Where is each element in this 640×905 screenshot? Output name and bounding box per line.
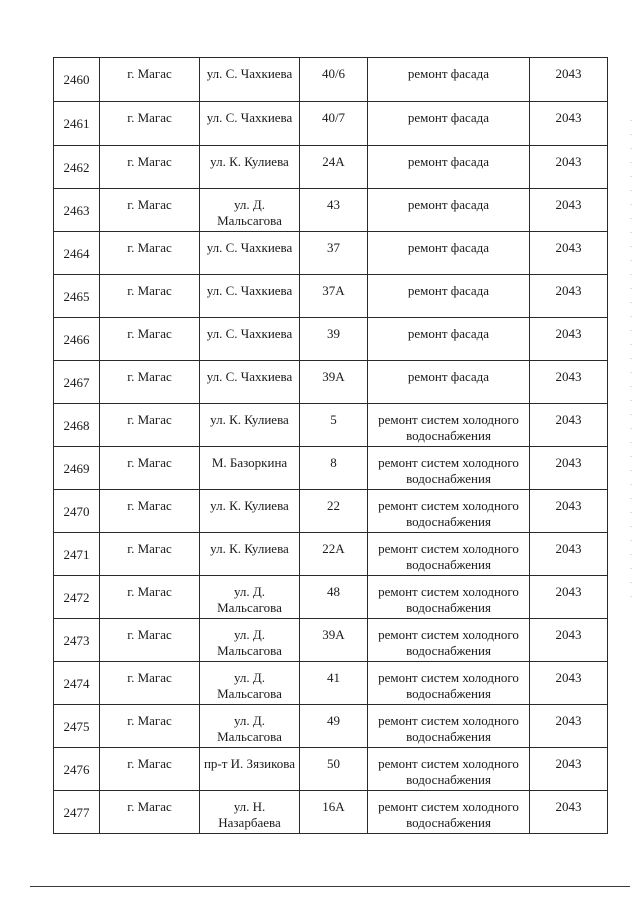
year-cell: 2043 [530,576,608,619]
street-cell: ул. К. Кулиева [200,404,300,447]
house-cell: 49 [300,705,368,748]
row-number: 2463 [54,189,100,232]
house-cell: 16А [300,791,368,834]
table-row [54,662,608,705]
year-cell: 2043 [530,662,608,705]
page-bottom-rule [30,886,630,887]
work-type-cell: ремонт фасада [368,102,530,146]
row-number: 2460 [54,58,100,102]
city-cell: г. Магас [100,490,200,533]
work-type-cell: ремонт фасада [368,58,530,102]
work-type-cell: ремонт систем холодного водоснабжения [368,748,530,791]
street-cell: ул. Д. Мальсагова [200,576,300,619]
house-cell: 5 [300,404,368,447]
house-cell: 41 [300,662,368,705]
table-row [54,791,608,834]
row-number: 2469 [54,447,100,490]
city-cell: г. Магас [100,146,200,189]
work-type-cell: ремонт фасада [368,146,530,189]
table-row [54,404,608,447]
house-cell: 48 [300,576,368,619]
street-cell: ул. К. Кулиева [200,146,300,189]
house-cell: 24А [300,146,368,189]
work-type-cell: ремонт систем холодного водоснабжения [368,705,530,748]
house-cell: 43 [300,189,368,232]
table-row [54,275,608,318]
house-cell: 39А [300,619,368,662]
street-cell: М. Базоркина [200,447,300,490]
house-cell: 22 [300,490,368,533]
city-cell: г. Магас [100,619,200,662]
table-row [54,533,608,576]
row-number: 2461 [54,102,100,146]
city-cell: г. Магас [100,318,200,361]
street-cell: ул. С. Чахкиева [200,232,300,275]
work-type-cell: ремонт систем холодного водоснабжения [368,404,530,447]
registry-body [54,58,608,834]
year-cell: 2043 [530,705,608,748]
work-type-cell: ремонт фасада [368,189,530,232]
row-number: 2470 [54,490,100,533]
year-cell: 2043 [530,447,608,490]
work-type-cell: ремонт фасада [368,318,530,361]
street-cell: ул. К. Кулиева [200,533,300,576]
row-number: 2466 [54,318,100,361]
row-number: 2474 [54,662,100,705]
row-number: 2468 [54,404,100,447]
table-row [54,705,608,748]
registry-table [53,57,608,834]
scan-edge-noise [630,120,632,600]
year-cell: 2043 [530,102,608,146]
table-row [54,318,608,361]
street-cell: пр-т И. Зязикова [200,748,300,791]
work-type-cell: ремонт систем холодного водоснабжения [368,576,530,619]
street-cell: ул. С. Чахкиева [200,275,300,318]
row-number: 2472 [54,576,100,619]
row-number: 2464 [54,232,100,275]
house-cell: 39А [300,361,368,404]
year-cell: 2043 [530,748,608,791]
street-cell: ул. С. Чахкиева [200,102,300,146]
house-cell: 37А [300,275,368,318]
street-cell: ул. К. Кулиева [200,490,300,533]
work-type-cell: ремонт систем холодного водоснабжения [368,662,530,705]
street-cell: ул. Д. Мальсагова [200,662,300,705]
city-cell: г. Магас [100,102,200,146]
table-row [54,748,608,791]
city-cell: г. Магас [100,705,200,748]
city-cell: г. Магас [100,748,200,791]
work-type-cell: ремонт систем холодного водоснабжения [368,619,530,662]
table-row [54,102,608,146]
city-cell: г. Магас [100,275,200,318]
street-cell: ул. Д. Мальсагова [200,189,300,232]
year-cell: 2043 [530,490,608,533]
table-row [54,447,608,490]
row-number: 2462 [54,146,100,189]
year-cell: 2043 [530,189,608,232]
street-cell: ул. Д. Мальсагова [200,619,300,662]
city-cell: г. Магас [100,232,200,275]
row-number: 2467 [54,361,100,404]
year-cell: 2043 [530,232,608,275]
work-type-cell: ремонт фасада [368,361,530,404]
street-cell: ул. Д. Мальсагова [200,705,300,748]
row-number: 2477 [54,791,100,834]
house-cell: 40/6 [300,58,368,102]
street-cell: ул. С. Чахкиева [200,361,300,404]
work-type-cell: ремонт фасада [368,275,530,318]
row-number: 2465 [54,275,100,318]
house-cell: 39 [300,318,368,361]
table-row [54,232,608,275]
table-row [54,189,608,232]
street-cell: ул. С. Чахкиева [200,318,300,361]
table-row [54,619,608,662]
city-cell: г. Магас [100,189,200,232]
house-cell: 22А [300,533,368,576]
work-type-cell: ремонт систем холодного водоснабжения [368,447,530,490]
work-type-cell: ремонт систем холодного водоснабжения [368,791,530,834]
row-number: 2473 [54,619,100,662]
table-row [54,146,608,189]
year-cell: 2043 [530,533,608,576]
city-cell: г. Магас [100,791,200,834]
year-cell: 2043 [530,58,608,102]
table-row [54,490,608,533]
work-type-cell: ремонт фасада [368,232,530,275]
year-cell: 2043 [530,275,608,318]
year-cell: 2043 [530,361,608,404]
row-number: 2471 [54,533,100,576]
city-cell: г. Магас [100,361,200,404]
city-cell: г. Магас [100,533,200,576]
year-cell: 2043 [530,318,608,361]
year-cell: 2043 [530,791,608,834]
street-cell: ул. С. Чахкиева [200,58,300,102]
work-type-cell: ремонт систем холодного водоснабжения [368,490,530,533]
city-cell: г. Магас [100,58,200,102]
house-cell: 40/7 [300,102,368,146]
year-cell: 2043 [530,404,608,447]
table-row [54,361,608,404]
city-cell: г. Магас [100,447,200,490]
city-cell: г. Магас [100,576,200,619]
house-cell: 8 [300,447,368,490]
year-cell: 2043 [530,146,608,189]
work-type-cell: ремонт систем холодного водоснабжения [368,533,530,576]
row-number: 2475 [54,705,100,748]
table-row [54,58,608,102]
city-cell: г. Магас [100,662,200,705]
house-cell: 37 [300,232,368,275]
table-row [54,576,608,619]
year-cell: 2043 [530,619,608,662]
house-cell: 50 [300,748,368,791]
street-cell: ул. Н. Назарбаева [200,791,300,834]
row-number: 2476 [54,748,100,791]
city-cell: г. Магас [100,404,200,447]
